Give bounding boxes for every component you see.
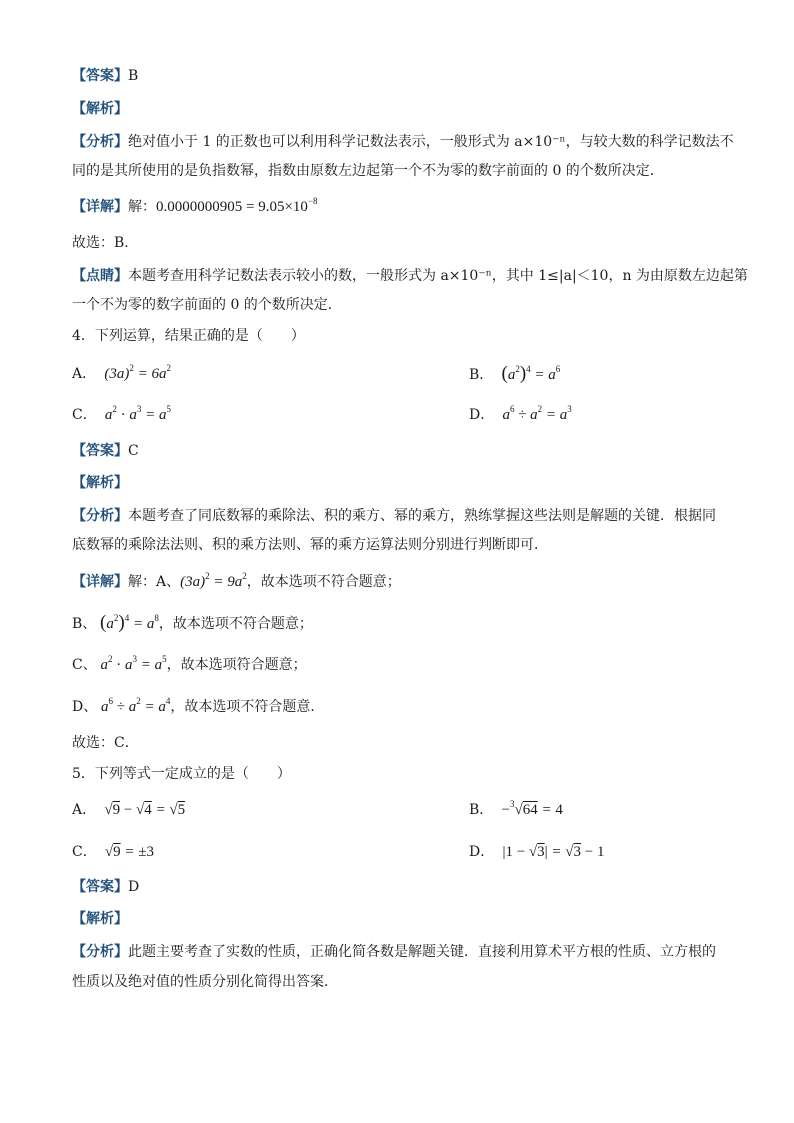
fenxi-text: 绝对值小于 1 的正数也可以利用科学记数法表示，一般形式为 a×10⁻ⁿ，与较大数的科学记数法不 (128, 134, 734, 150)
q5-options-row-2 (72, 842, 722, 862)
xiangjie-c-formula: $a^2 \cdot a^3 = a^5$ (96, 654, 167, 673)
q5-stem: 5．下列等式一定成立的是（ ） (72, 766, 291, 782)
q4-options-row-1 (72, 364, 722, 384)
xiangjie-exponent: −8 (307, 196, 318, 206)
xiangjie-b-pre: B、 (72, 616, 97, 632)
q3-dianjing-line-1 (72, 266, 748, 286)
fenxi-text: 此题主要考查了实数的性质，正确化简各数是解题关键．直接利用算术平方根的性质、立方根的 (128, 944, 716, 960)
analysis-tag: 【解析】 (72, 911, 128, 927)
q3-fenxi-line-2: 同的是其所使用的是负指数幂，指数由原数左边起第一个不为零的数字前面的 0 的个数所决定． (72, 163, 664, 179)
fenxi-tag: 【分析】 (72, 134, 128, 150)
option-c-label: C． (72, 407, 97, 423)
q5-options-row-1 (72, 800, 722, 820)
q4-fenxi-line-1 (72, 506, 716, 526)
q3-xiangjie (72, 197, 318, 217)
q4-xiangjie-c (72, 655, 307, 675)
option-c-formula: $a^2 \cdot a^3 = a^5$ (101, 404, 172, 423)
q3-dianjing-line-2: 一个不为零的数字前面的 0 的个数所决定． (72, 297, 342, 313)
q4-analysis-heading (72, 473, 128, 493)
answer-value: D (128, 879, 140, 895)
option-c-label: C． (72, 844, 97, 860)
answer-tag: 【答案】 (72, 443, 128, 459)
q5-analysis-heading (72, 909, 128, 929)
dianjing-text: 本题考查用科学记数法表示较小的数，一般形式为 a×10⁻ⁿ，其中 1≤|a|＜10，n 为由原数左边起第 (128, 268, 748, 284)
xiangjie-a-formula: $(3a)^2 = 9a^2$ (180, 571, 247, 590)
xiangjie-c-pre: C、 (72, 657, 97, 673)
q4-answer (72, 441, 139, 461)
option-a-label: A． (72, 802, 97, 818)
q3-guxuan: 故选：B． (72, 235, 139, 251)
option-a-formula: $(3a)^2 = 6a^2$ (100, 363, 171, 382)
fenxi-tag: 【分析】 (72, 944, 128, 960)
q4-xiangjie-d (72, 697, 324, 717)
answer-tag: 【答案】 (72, 68, 128, 84)
answer-tag: 【答案】 (72, 879, 128, 895)
q5-fenxi-line-1 (72, 942, 716, 962)
xiangjie-pre: 解：A、 (128, 574, 181, 590)
q4-guxuan: 故选：C． (72, 735, 139, 751)
answer-value: B (128, 68, 139, 84)
option-c-formula: √9 = ±3 (104, 844, 155, 860)
xiangjie-c-comment: ，故本选项符合题意； (166, 657, 307, 673)
option-b-formula: −$^3$√64 = 4 (501, 799, 563, 818)
xiangjie-tag: 【详解】 (72, 574, 128, 590)
xiangjie-pre: 解： (128, 199, 156, 215)
q4-option-b (469, 364, 560, 385)
xiangjie-d-pre: D、 (72, 699, 98, 715)
q4-option-a (72, 363, 171, 382)
q5-answer (72, 877, 139, 897)
xiangjie-equation: = 9.05×10 (242, 199, 308, 215)
option-a-formula: √9 − √4 = √5 (104, 802, 186, 818)
option-b-formula: $(a^2)^4 = a^6$ (501, 363, 561, 384)
xiangjie-b-comment: ，故本选项不符合题意； (158, 616, 313, 632)
q3-fenxi-line-1 (72, 132, 734, 152)
xiangjie-tag: 【详解】 (72, 199, 128, 215)
option-d-label: D． (469, 844, 495, 860)
xiangjie-number: 0.0000000905 (156, 199, 243, 215)
q4-option-d (469, 405, 572, 425)
fenxi-text: 本题考查了同底数幂的乘除法、积的乘方、幂的乘方，熟练掌握这些法则是解题的关键．根据同 (128, 508, 716, 524)
q5-option-c (72, 844, 154, 860)
q5-option-a (72, 802, 185, 818)
fenxi-tag: 【分析】 (72, 508, 128, 524)
xiangjie-d-formula: $a^6 \div a^2 = a^4$ (97, 696, 171, 715)
q4-stem: 4．下列运算，结果正确的是（ ） (72, 328, 305, 344)
q4-fenxi-line-2: 底数幂的乘除法法则、积的乘方法则、幂的乘方运算法则分别进行判断即可． (72, 537, 548, 553)
xiangjie-d-comment: ，故本选项不符合题意． (170, 699, 325, 715)
q5-fenxi-line-2: 性质以及绝对值的性质分别化简得出答案． (72, 974, 338, 990)
q5-option-d (469, 842, 604, 862)
q4-xiangjie-a (72, 572, 401, 592)
option-d-formula: |1 − √3| = √3 − 1 (502, 844, 605, 860)
dianjing-tag: 【点睛】 (72, 268, 128, 284)
answer-value: C (128, 443, 139, 459)
xiangjie-formula (156, 196, 318, 215)
option-d-label: D． (469, 407, 495, 423)
analysis-tag: 【解析】 (72, 475, 128, 491)
option-d-formula: $a^6 \div a^2 = a^3$ (498, 404, 572, 423)
xiangjie-a-comment: ，故本选项不符合题意； (246, 574, 401, 590)
xiangjie-b-formula: $(a^2)^4 = a^8$ (100, 612, 159, 633)
q4-options-row-2 (72, 405, 722, 425)
option-a-label: A． (72, 366, 97, 382)
option-b-label: B． (469, 367, 494, 383)
q3-analysis-heading (72, 99, 128, 119)
q5-option-b (469, 800, 563, 820)
q3-answer (72, 66, 138, 86)
option-b-label: B． (469, 802, 494, 818)
analysis-tag: 【解析】 (72, 101, 128, 117)
q4-option-c (72, 404, 172, 423)
q4-xiangjie-b (72, 613, 313, 634)
